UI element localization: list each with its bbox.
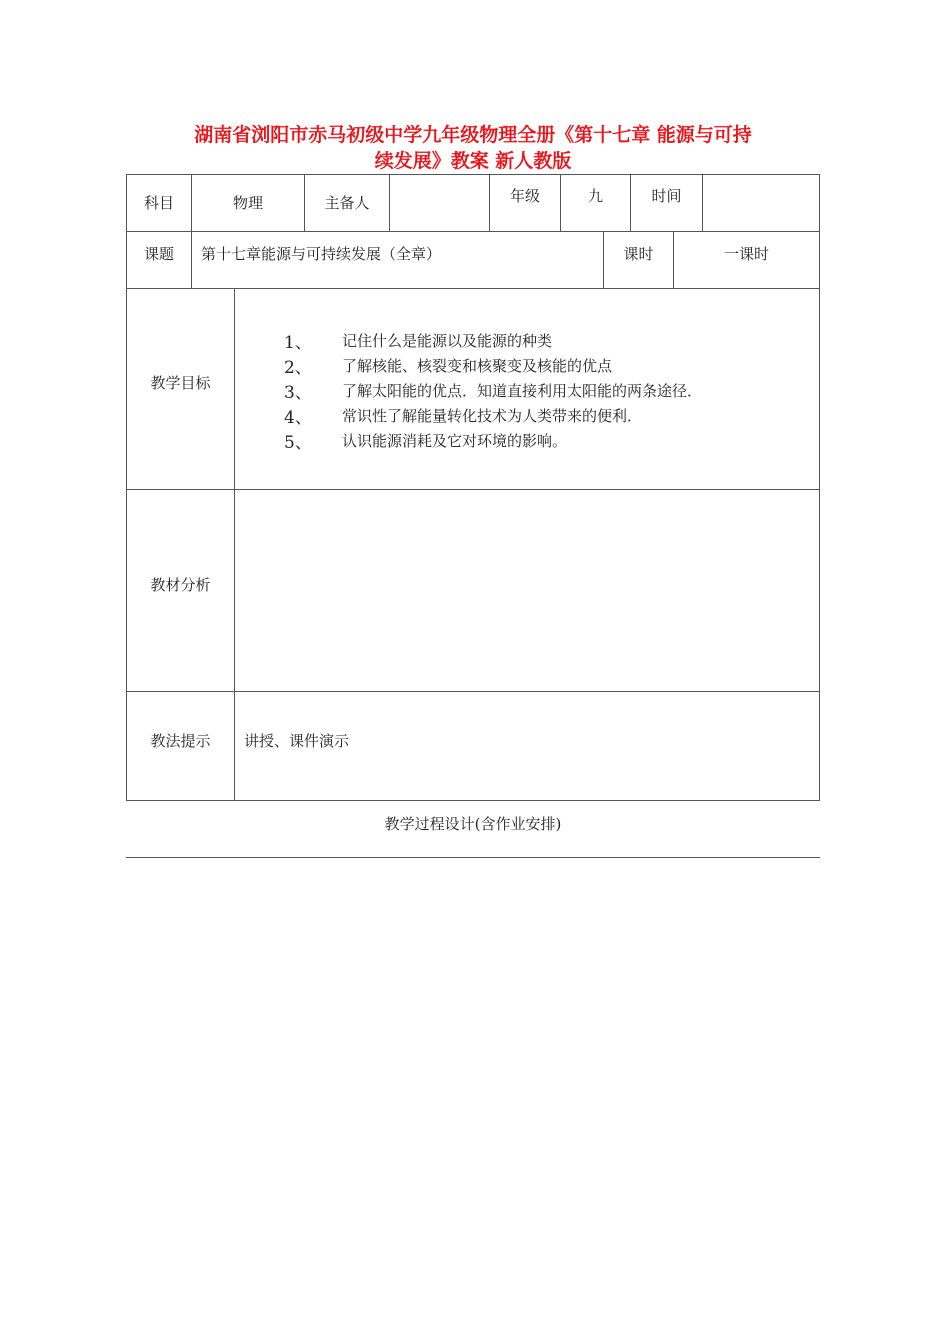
item-number: 2、 [284, 358, 312, 378]
table-col-divider [389, 174, 390, 231]
preparer-label: 主备人 [324, 194, 370, 212]
grade-label: 年级 [509, 187, 540, 205]
table-col-divider [234, 288, 235, 800]
table-row-divider [126, 489, 820, 490]
table-row-divider [126, 691, 820, 692]
process-divider [126, 857, 820, 858]
table-col-divider [702, 174, 703, 231]
list-item [284, 403, 702, 428]
method-value: 讲授、课件演示 [244, 732, 350, 750]
title-line-2: 续发展》教案 新人教版 [374, 150, 572, 172]
table-col-divider [191, 231, 192, 288]
method-label: 教法提示 [150, 732, 211, 750]
title-line-1: 湖南省浏阳市赤马初级中学九年级物理全册《第十七章 能源与可持 [194, 124, 752, 146]
item-number: 1、 [284, 333, 312, 353]
grade-value: 九 [587, 187, 603, 205]
hours-label: 课时 [623, 245, 654, 263]
item-number: 4、 [284, 408, 312, 428]
item-text: 记住什么是能源以及能源的种类 [342, 332, 553, 350]
process-title: 教学过程设计(含作业安排) [384, 815, 562, 833]
item-text: 认识能源消耗及它对环境的影响。 [342, 432, 568, 450]
objectives-label: 教学目标 [150, 374, 211, 392]
table-border-top [126, 174, 820, 175]
list-item [284, 353, 702, 378]
list-item [284, 378, 702, 403]
subject-label: 科目 [143, 194, 174, 212]
objectives-list [284, 328, 702, 453]
table-border-right [819, 174, 820, 801]
document-title [126, 122, 820, 174]
list-item [284, 428, 702, 453]
subject-value: 物理 [232, 194, 263, 212]
item-text: 了解核能、核裂变和核聚变及核能的优点 [342, 357, 613, 375]
topic-label: 课题 [143, 245, 174, 263]
hours-value: 一课时 [723, 245, 769, 263]
table-row-divider [126, 231, 820, 232]
item-text: 了解太阳能的优点．知道直接利用太阳能的两条途径． [342, 382, 703, 400]
time-label: 时间 [651, 187, 682, 205]
table-row-divider [126, 288, 820, 289]
item-number: 5、 [284, 433, 312, 453]
table-border-left [126, 174, 127, 801]
table-border-bottom [126, 800, 820, 801]
item-text: 常识性了解能量转化技术为人类带来的便利． [342, 407, 643, 425]
item-number: 3、 [284, 383, 312, 403]
analysis-label: 教材分析 [150, 576, 211, 594]
list-item [284, 328, 702, 353]
topic-value: 第十七章能源与可持续发展（全章） [201, 245, 442, 263]
